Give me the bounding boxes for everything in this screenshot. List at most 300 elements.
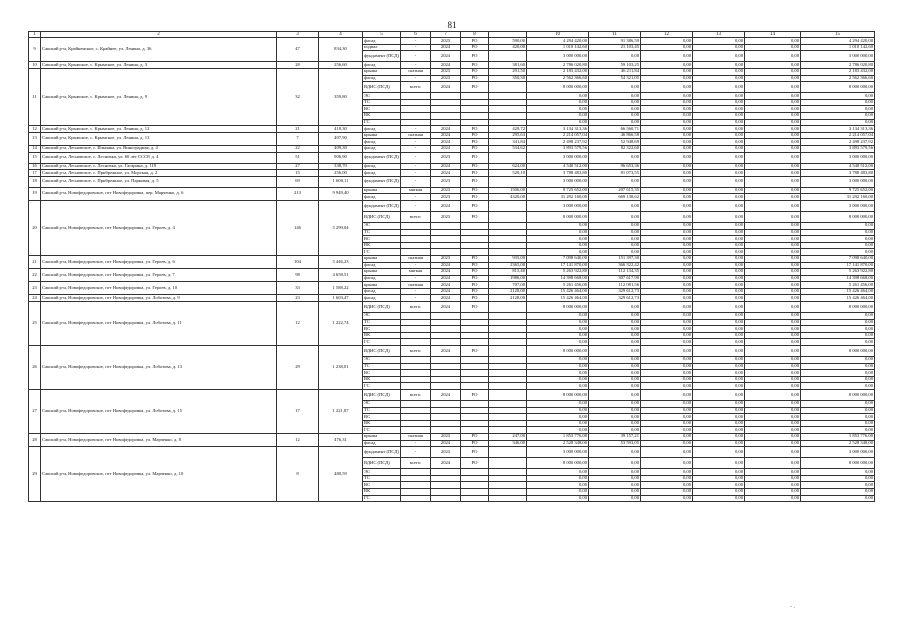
year-cell (431, 119, 461, 126)
total-cell: 0,00 (801, 427, 875, 434)
budget-cell: 0,00 (693, 119, 745, 126)
total-cell: 8 000 000,00 (801, 346, 875, 357)
budget-cell: 0,00 (693, 139, 745, 146)
source-cell (461, 383, 489, 390)
row-number: 21 (29, 255, 41, 268)
source-cell: РО (461, 187, 489, 194)
volume-cell: 420,00 (489, 44, 527, 51)
year-cell (431, 236, 461, 243)
column-number-cell: 2 (41, 32, 277, 38)
other-cell: 0,00 (745, 401, 801, 408)
source-cell: РО (461, 295, 489, 302)
unit-cost-cell: 0,00 (589, 339, 641, 346)
source-cell: РО (461, 51, 489, 62)
column-number-cell: 3 (277, 32, 319, 38)
budget-cell: 0,00 (693, 163, 745, 170)
address-cell: Сакский р-н, Новофедоровское, пгт Новофедоровка, ул. Лобозова, д. 11 (41, 302, 277, 346)
total-cell: 0,00 (801, 93, 875, 100)
total-cell: 3 000 000,00 (801, 51, 875, 62)
unit-cost-cell: 0,00 (589, 488, 641, 495)
other-cell: 0,00 (745, 275, 801, 282)
work-subtype-cell (401, 99, 431, 106)
source-cell: РО (461, 200, 489, 211)
total-cell: 15 426 464,00 (801, 288, 875, 295)
budget-cell: 0,00 (693, 376, 745, 383)
area-cell: 5 299,04 (319, 200, 363, 255)
volume-cell: 429,72 (489, 126, 527, 133)
total-cell: 0,00 (801, 488, 875, 495)
area-cell: 476,31 (319, 433, 363, 446)
fund-cell: 0,00 (641, 163, 693, 170)
year-cell (431, 488, 461, 495)
year-cell: 2024 (431, 163, 461, 170)
other-cell: 0,00 (745, 62, 801, 69)
count-cell: 12 (277, 433, 319, 446)
total-cell: 4 294 420,00 (801, 38, 875, 45)
fund-cell: 0,00 (641, 332, 693, 339)
budget-cell: 0,00 (693, 363, 745, 370)
year-cell: 2023 (431, 152, 461, 163)
source-cell: РО (461, 139, 489, 146)
budget-cell: 0,00 (693, 229, 745, 236)
address-cell: Сакский р-н, Новофедоровское, пгт Новофедоровка, ул. Героев, д. 7 (41, 269, 277, 282)
cost-cell: 8 000 000,00 (527, 211, 589, 222)
row-number: 9 (29, 38, 41, 62)
cost-cell: 0,00 (527, 414, 589, 421)
source-cell: РО (461, 275, 489, 282)
work-type-cell: ВС (363, 482, 401, 489)
work-type-cell: фасад (363, 139, 401, 146)
other-cell: 0,00 (745, 282, 801, 289)
cost-cell: 0,00 (527, 113, 589, 120)
unit-cost-cell: 46 866,58 (589, 132, 641, 139)
work-subtype-cell (401, 339, 431, 346)
budget-cell: 0,00 (693, 187, 745, 194)
column-number-cell: 1 (29, 32, 41, 38)
other-cell: 0,00 (745, 132, 801, 139)
budget-cell: 0,00 (693, 249, 745, 256)
count-cell: 146 (277, 200, 319, 255)
total-cell: 0,00 (801, 313, 875, 320)
cost-cell: 8 000 000,00 (527, 346, 589, 357)
year-cell (431, 249, 461, 256)
cost-cell: 8 000 000,00 (527, 82, 589, 93)
total-cell: 0,00 (801, 469, 875, 476)
budget-cell: 0,00 (693, 82, 745, 93)
fund-cell: 0,00 (641, 475, 693, 482)
work-subtype-cell (401, 370, 431, 377)
other-cell: 0,00 (745, 119, 801, 126)
volume-cell: 624,00 (489, 163, 527, 170)
volume-cell (489, 482, 527, 489)
work-subtype-cell: - (401, 38, 431, 45)
budget-cell: 0,00 (693, 152, 745, 163)
other-cell: 0,00 (745, 346, 801, 357)
work-type-cell: фасад (363, 262, 401, 269)
volume-cell (489, 401, 527, 408)
work-type-cell: ВК (363, 488, 401, 495)
volume-cell (489, 458, 527, 469)
volume-cell (489, 475, 527, 482)
total-cell: 0,00 (801, 229, 875, 236)
work-type-cell: фундамент (ПСД) (363, 200, 401, 211)
fund-cell: 0,00 (641, 433, 693, 440)
table-row (29, 390, 875, 401)
other-cell: 0,00 (745, 187, 801, 194)
work-type-cell: ЭС (363, 357, 401, 364)
work-type-cell: фундамент (ПСД) (363, 447, 401, 458)
budget-cell: 0,00 (693, 401, 745, 408)
work-subtype-cell: - (401, 75, 431, 82)
count-cell: 7 (277, 132, 319, 145)
volume-cell (489, 346, 527, 357)
fund-cell: 0,00 (641, 200, 693, 211)
address-cell: Сакский р-н, Лесновское, с. Прибрежное, ул. Морская, д. 2 (41, 170, 277, 177)
total-cell: 0,00 (801, 401, 875, 408)
source-cell (461, 249, 489, 256)
work-type-cell: крыша (363, 187, 401, 194)
volume-cell: 590,00 (489, 38, 527, 45)
budget-cell: 0,00 (693, 44, 745, 51)
table-row (29, 132, 875, 139)
other-cell: 0,00 (745, 458, 801, 469)
volume-cell: 935,00 (489, 255, 527, 262)
fund-cell: 0,00 (641, 75, 693, 82)
fund-cell: 0,00 (641, 458, 693, 469)
cost-cell: 0,00 (527, 376, 589, 383)
work-subtype-cell: скатная (401, 282, 431, 289)
footer-mark: - . (790, 604, 795, 610)
other-cell: 0,00 (745, 152, 801, 163)
total-cell: 3 893 579,56 (801, 145, 875, 152)
unit-cost-cell: 0,00 (589, 363, 641, 370)
work-subtype-cell: - (401, 194, 431, 201)
address-cell: Сакский р-н, Лесновское, с. Ильинка, ул. Виноградная, д. 4 (41, 145, 277, 152)
total-cell: 0,00 (801, 106, 875, 113)
total-cell: 14 398 668,00 (801, 275, 875, 282)
year-cell (431, 383, 461, 390)
year-cell (431, 229, 461, 236)
work-subtype-cell (401, 326, 431, 333)
budget-cell: 0,00 (693, 482, 745, 489)
volume-cell: 295,63 (489, 132, 527, 139)
column-number-cell: 8 (461, 32, 489, 38)
fund-cell: 0,00 (641, 229, 693, 236)
work-type-cell: ВС (363, 370, 401, 377)
column-number-cell: 11 (589, 32, 641, 38)
area-cell: 480,59 (319, 447, 363, 502)
area-cell: 1 588,22 (319, 282, 363, 295)
fund-cell: 0,00 (641, 152, 693, 163)
total-cell: 8 000 000,00 (801, 390, 875, 401)
source-cell (461, 113, 489, 120)
source-cell (461, 119, 489, 126)
other-cell: 0,00 (745, 69, 801, 76)
source-cell: РО (461, 447, 489, 458)
fund-cell: 0,00 (641, 376, 693, 383)
volume-cell (489, 363, 527, 370)
cost-cell: 0,00 (527, 313, 589, 320)
row-number: 12 (29, 126, 41, 133)
work-type-cell: ВДИС (ПСД) (363, 211, 401, 222)
count-cell: 15 (277, 170, 319, 177)
source-cell (461, 370, 489, 377)
unit-cost-cell: 21 103,45 (589, 44, 641, 51)
work-type-cell: ЭС (363, 93, 401, 100)
unit-cost-cell: 0,00 (589, 222, 641, 229)
fund-cell: 0,00 (641, 383, 693, 390)
other-cell: 0,00 (745, 170, 801, 177)
count-cell: 69 (277, 176, 319, 187)
address-cell: Сакский р-н, Крымское, с. Крымское, ул. Ленина, д. 3 (41, 62, 277, 69)
cost-cell: 5 263 922,80 (527, 269, 589, 276)
work-type-cell: ТС (363, 99, 401, 106)
cost-cell: 0,00 (527, 332, 589, 339)
work-subtype-cell: - (401, 62, 431, 69)
budget-cell: 0,00 (693, 414, 745, 421)
volume-cell (489, 93, 527, 100)
volume-cell: 707,00 (489, 282, 527, 289)
work-subtype-cell (401, 475, 431, 482)
table-row (29, 187, 875, 194)
row-number: 24 (29, 295, 41, 302)
total-cell: 7 098 640,00 (801, 255, 875, 262)
cost-cell: 17 141 870,00 (527, 262, 589, 269)
budget-cell: 0,00 (693, 433, 745, 440)
unit-cost-cell: 112 134,35 (589, 269, 641, 276)
volume-cell: 350,30 (489, 75, 527, 82)
source-cell (461, 420, 489, 427)
volume-cell: 4320,00 (489, 194, 527, 201)
year-cell (431, 93, 461, 100)
year-cell: 2023 (431, 75, 461, 82)
other-cell: 0,00 (745, 383, 801, 390)
row-number: 26 (29, 346, 41, 390)
year-cell: 2024 (431, 126, 461, 133)
table-row (29, 145, 875, 152)
other-cell: 0,00 (745, 433, 801, 440)
other-cell: 0,00 (745, 145, 801, 152)
total-cell: 0,00 (801, 249, 875, 256)
work-type-cell: ВС (363, 414, 401, 421)
source-cell: РО (461, 176, 489, 187)
work-subtype-cell (401, 469, 431, 476)
unit-cost-cell: 329 612,73 (589, 295, 641, 302)
cost-cell: 0,00 (527, 222, 589, 229)
work-type-cell: ВК (363, 332, 401, 339)
volume-cell (489, 242, 527, 249)
area-cell: 1 221,87 (319, 390, 363, 434)
budget-cell: 0,00 (693, 126, 745, 133)
table-row (29, 433, 875, 440)
fund-cell: 0,00 (641, 440, 693, 447)
work-type-cell: фасад (363, 275, 401, 282)
cost-cell: 0,00 (527, 383, 589, 390)
budget-cell: 0,00 (693, 440, 745, 447)
work-subtype-cell: мягкая (401, 269, 431, 276)
total-cell: 5 261 456,00 (801, 282, 875, 289)
source-cell (461, 488, 489, 495)
unit-cost-cell: 0,00 (589, 383, 641, 390)
unit-cost-cell: 59 103,25 (589, 62, 641, 69)
unit-cost-cell: 0,00 (589, 469, 641, 476)
budget-cell: 0,00 (693, 475, 745, 482)
fund-cell: 0,00 (641, 346, 693, 357)
work-subtype-cell: - (401, 44, 431, 51)
other-cell: 0,00 (745, 249, 801, 256)
fund-cell: 0,00 (641, 145, 693, 152)
row-number: 15 (29, 152, 41, 163)
unit-cost-cell: 0,00 (589, 475, 641, 482)
cost-cell: 0,00 (527, 106, 589, 113)
row-number: 27 (29, 390, 41, 434)
work-type-cell: ГС (363, 339, 401, 346)
total-cell: 0,00 (801, 326, 875, 333)
total-cell: 2 183 432,00 (801, 69, 875, 76)
source-cell (461, 427, 489, 434)
year-cell: 2024 (431, 170, 461, 177)
work-type-cell: крыша (363, 69, 401, 76)
fund-cell: 0,00 (641, 401, 693, 408)
work-subtype-cell: скатная (401, 433, 431, 440)
year-cell: 2023 (431, 255, 461, 262)
cost-cell: 3 788 483,80 (527, 170, 589, 177)
cost-cell: 1 010 142,60 (527, 44, 589, 51)
other-cell: 0,00 (745, 376, 801, 383)
count-cell: 47 (277, 38, 319, 62)
budget-cell: 0,00 (693, 275, 745, 282)
work-type-cell: ВС (363, 106, 401, 113)
work-subtype-cell (401, 482, 431, 489)
budget-cell: 0,00 (693, 282, 745, 289)
source-cell: РО (461, 282, 489, 289)
table-row (29, 269, 875, 276)
year-cell: 2024 (431, 302, 461, 313)
work-subtype-cell: скатная (401, 69, 431, 76)
cost-cell: 0,00 (527, 488, 589, 495)
cost-cell: 8 000 000,00 (527, 302, 589, 313)
total-cell: 0,00 (801, 376, 875, 383)
cost-cell: 0,00 (527, 319, 589, 326)
cost-cell: 3 893 579,56 (527, 145, 589, 152)
fund-cell: 0,00 (641, 242, 693, 249)
unit-cost-cell: 54 321,05 (589, 75, 641, 82)
source-cell: РО (461, 163, 489, 170)
total-cell: 0,00 (801, 339, 875, 346)
row-number: 23 (29, 282, 41, 295)
year-cell: 2023 (431, 211, 461, 222)
work-subtype-cell: - (401, 163, 431, 170)
year-cell (431, 401, 461, 408)
page-number: 81 (447, 20, 457, 30)
other-cell: 0,00 (745, 269, 801, 276)
unit-cost-cell: 307 617,90 (589, 275, 641, 282)
cost-cell: 9 725 652,00 (527, 187, 589, 194)
volume-cell: 520,10 (489, 170, 527, 177)
count-cell: 33 (277, 282, 319, 295)
work-subtype-cell (401, 376, 431, 383)
year-cell: 2024 (431, 145, 461, 152)
source-cell: РО (461, 440, 489, 447)
table-row (29, 447, 875, 458)
unit-cost-cell: 91 386,59 (589, 38, 641, 45)
fund-cell: 0,00 (641, 249, 693, 256)
cost-cell: 14 398 668,00 (527, 275, 589, 282)
unit-cost-cell: 0,00 (589, 51, 641, 62)
unit-cost-cell: 0,00 (589, 249, 641, 256)
source-cell: РО (461, 170, 489, 177)
address-cell: Сакский р-н, Крайненское, с. Крайнее, ул. Ленина, д. 36 (41, 38, 277, 62)
fund-cell: 0,00 (641, 363, 693, 370)
fund-cell: 0,00 (641, 113, 693, 120)
fund-cell: 0,00 (641, 447, 693, 458)
volume-cell (489, 229, 527, 236)
other-cell: 0,00 (745, 262, 801, 269)
work-subtype-cell (401, 383, 431, 390)
volume-cell (489, 427, 527, 434)
total-cell: 17 141 870,00 (801, 262, 875, 269)
year-cell (431, 319, 461, 326)
cost-cell: 15 426 464,00 (527, 288, 589, 295)
unit-cost-cell: 0,00 (589, 236, 641, 243)
year-cell: 2024 (431, 269, 461, 276)
cost-cell: 3 000 000,00 (527, 200, 589, 211)
work-subtype-cell: - (401, 288, 431, 295)
budget-cell: 0,00 (693, 332, 745, 339)
fund-cell: 0,00 (641, 176, 693, 187)
row-number: 29 (29, 447, 41, 502)
unit-cost-cell: 0,00 (589, 357, 641, 364)
source-cell: РО (461, 211, 489, 222)
fund-cell: 0,00 (641, 51, 693, 62)
fund-cell: 0,00 (641, 313, 693, 320)
cost-cell: 0,00 (527, 242, 589, 249)
source-cell (461, 319, 489, 326)
other-cell: 0,00 (745, 332, 801, 339)
budget-cell: 0,00 (693, 288, 745, 295)
unit-cost-cell: 0,00 (589, 176, 641, 187)
total-cell: 0,00 (801, 414, 875, 421)
unit-cost-cell: 81 073,55 (589, 170, 641, 177)
fund-cell: 0,00 (641, 427, 693, 434)
area-cell: 834,30 (319, 38, 363, 62)
total-cell: 15 426 464,00 (801, 295, 875, 302)
other-cell: 0,00 (745, 370, 801, 377)
other-cell: 0,00 (745, 229, 801, 236)
other-cell: 0,00 (745, 236, 801, 243)
source-cell (461, 229, 489, 236)
volume-cell (489, 488, 527, 495)
work-type-cell: ВДИС (ПСД) (363, 390, 401, 401)
cost-cell: 0,00 (527, 363, 589, 370)
table-row (29, 38, 875, 45)
unit-cost-cell: 39 157,21 (589, 433, 641, 440)
total-cell: 4 540 512,00 (801, 163, 875, 170)
unit-cost-cell: 0,00 (589, 332, 641, 339)
unit-cost-cell: 46 211,84 (589, 69, 641, 76)
source-cell (461, 106, 489, 113)
source-cell: РО (461, 302, 489, 313)
cost-cell: 4 540 512,00 (527, 163, 589, 170)
source-cell (461, 242, 489, 249)
other-cell: 0,00 (745, 482, 801, 489)
total-cell: 8 000 000,00 (801, 458, 875, 469)
work-subtype-cell: - (401, 51, 431, 62)
other-cell: 0,00 (745, 339, 801, 346)
year-cell (431, 106, 461, 113)
area-cell: 359,80 (319, 69, 363, 126)
cost-cell: 0,00 (527, 249, 589, 256)
